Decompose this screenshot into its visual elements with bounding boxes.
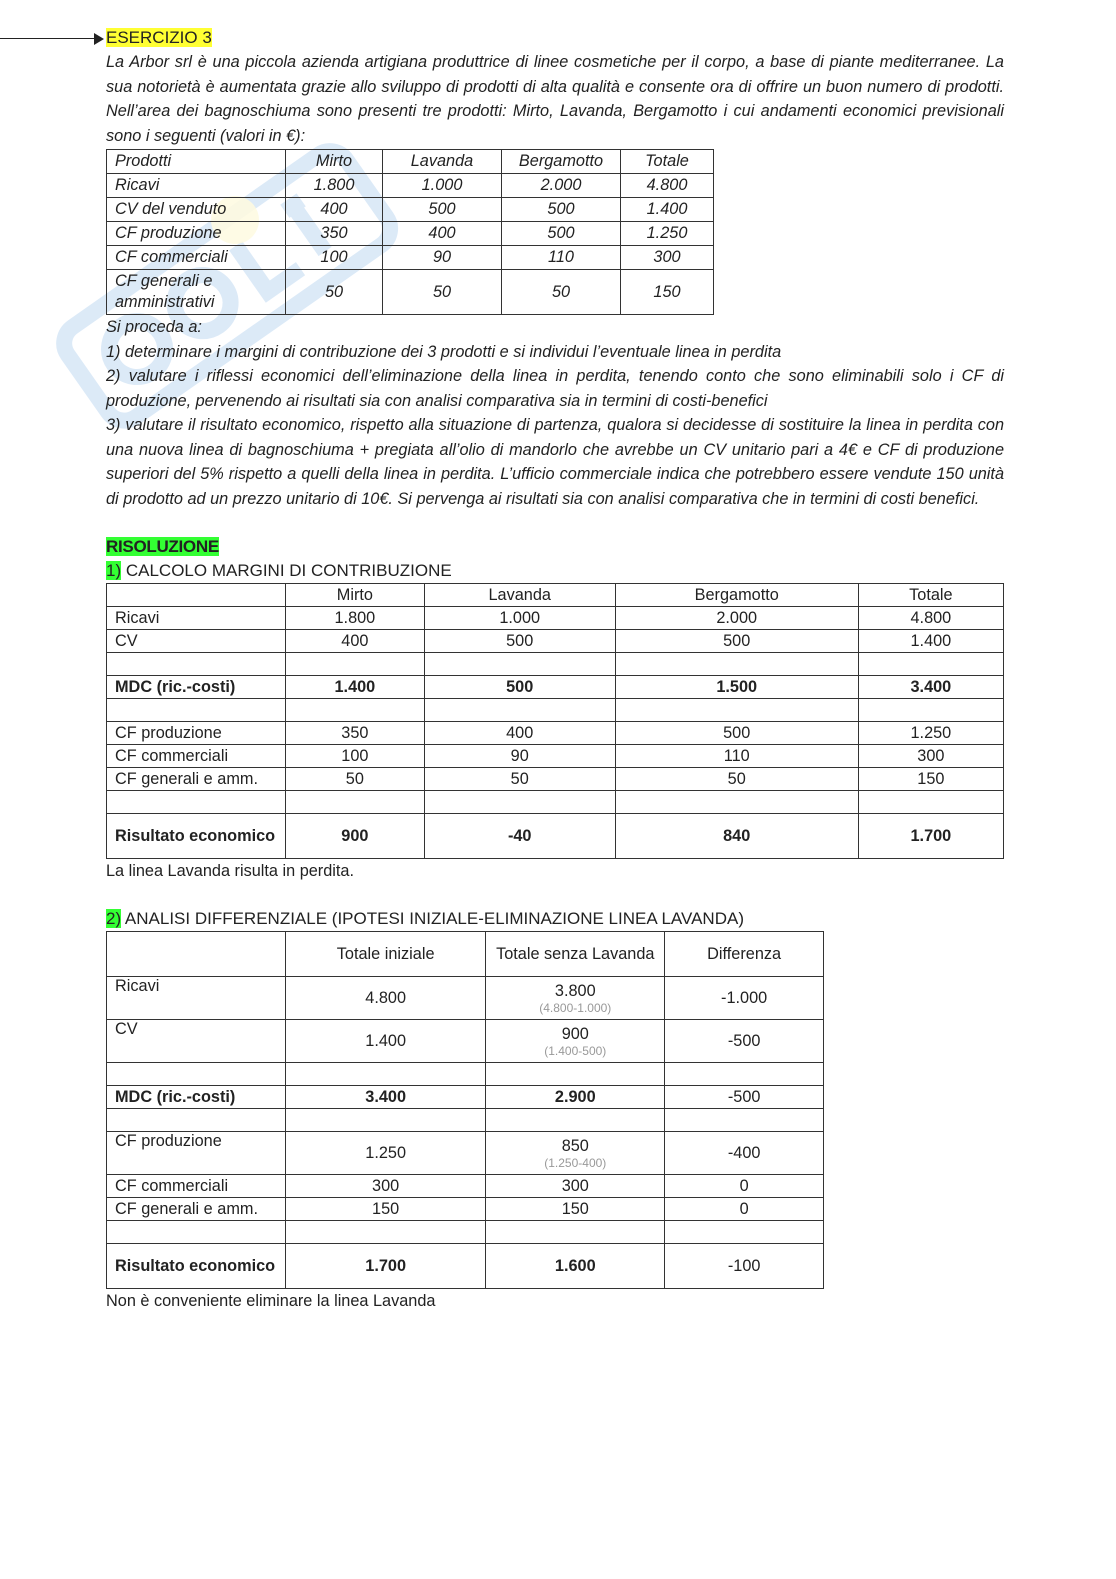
cell: -40 — [424, 814, 615, 859]
cell: 2.000 — [502, 174, 621, 198]
cell: 1.000 — [383, 174, 502, 198]
empty-row — [107, 1063, 824, 1086]
cell: 300 — [858, 745, 1003, 768]
row-label: CF commerciali — [107, 1175, 286, 1198]
table-row — [107, 630, 1004, 653]
empty-row — [107, 1221, 824, 1244]
cell: 150 — [486, 1198, 665, 1221]
table-header-row — [107, 584, 1004, 607]
cell: 1.600 — [486, 1244, 665, 1289]
cell: 50 — [286, 270, 383, 315]
cell: 2.000 — [615, 607, 858, 630]
cell: 1.400 — [286, 1020, 486, 1063]
row-label: CF produzione — [107, 1132, 286, 1175]
row-label: CF commerciali — [107, 246, 286, 270]
cell: 3.400 — [858, 676, 1003, 699]
header-cell — [107, 932, 286, 977]
task-3: 3) valutare il risultato economico, rispetto alla situazione di partenza, qualora si decidesse di sostituire la linea in perdita con una nuova linea di bagnoschiuma + pregiata all’olio di mandorlo che avrebbe un CV unitario pari a 4€ e CF di produzione superiori del 5% rispetto a quelli della linea in perdita. L’ufficio commerciale indica che potrebbero essere vendute 150 unità di prodotto ad un prezzo unitario di 10€. Si pervenga ai risultati sia con analisi comparativa che in termini di costi benefici. — [106, 416, 1004, 508]
task-intro: Si proceda a: — [106, 318, 202, 336]
cell: 900 — [286, 814, 425, 859]
cell: 1.800 — [286, 607, 425, 630]
table-row — [107, 814, 1004, 859]
header-cell: Mirto — [286, 150, 383, 174]
cell: 500 — [615, 722, 858, 745]
empty-row — [107, 1109, 824, 1132]
cell: -500 — [665, 1020, 824, 1063]
cell: 500 — [424, 676, 615, 699]
table-row — [107, 745, 1004, 768]
contribution-margin-table — [106, 583, 1004, 859]
header-cell: Lavanda — [383, 150, 502, 174]
cell: 50 — [615, 768, 858, 791]
cell: 300 — [286, 1175, 486, 1198]
empty-row — [107, 791, 1004, 814]
header-cell: Lavanda — [424, 584, 615, 607]
cell: 1.500 — [615, 676, 858, 699]
cell: 150 — [858, 768, 1003, 791]
calc-note: (4.800-1.000) — [539, 1000, 612, 1015]
cell: 1.700 — [286, 1244, 486, 1289]
cell: 300 — [486, 1175, 665, 1198]
header-cell: Totale — [621, 150, 714, 174]
differential-analysis-table — [106, 931, 824, 1289]
table-row — [107, 174, 714, 198]
margin-arrow-line — [0, 38, 96, 39]
intro-paragraph: La Arbor srl è una piccola azienda artigiana produttrice di linee cosmetiche per il corpo, a base di piante mediterranee. La sua notorietà è aumentata grazie allo sviluppo di prodotti di alta qualità e consente ora di offrire un buon numero di prodotti. Nell’area dei bagnoschiuma sono presenti tre prodotti: Mirto, Lavanda, Bergamotto i cui andamenti economici previsionali sono i seguenti (valori in €): — [106, 53, 1004, 145]
row-label: CF produzione — [107, 722, 286, 745]
table-row — [107, 1198, 824, 1221]
row-label: Risultato economico — [107, 814, 286, 859]
header-cell: Differenza — [665, 932, 824, 977]
margin-arrow-icon — [94, 33, 104, 45]
header-cell: Bergamotto — [502, 150, 621, 174]
row-label: CV — [107, 1020, 286, 1063]
cell: 2.900 — [486, 1086, 665, 1109]
page-content — [106, 26, 1004, 1313]
cell: 100 — [286, 246, 383, 270]
table-row — [107, 722, 1004, 745]
cell: -400 — [665, 1132, 824, 1175]
cell: 0 — [665, 1198, 824, 1221]
row-label: CF generali e amm. — [107, 1198, 286, 1221]
cell: 400 — [286, 630, 425, 653]
table-row — [107, 1020, 824, 1063]
task-1: 1) determinare i margini di contribuzione dei 3 prodotti e si individui l’eventuale linea in perdita — [106, 342, 782, 361]
table-row — [107, 246, 714, 270]
section2-note: Non è conveniente eliminare la linea Lavanda — [106, 1292, 436, 1310]
cell: 350 — [286, 722, 425, 745]
cell: 400 — [286, 198, 383, 222]
table-row — [107, 270, 714, 315]
row-label: CF generali e amm. — [107, 768, 286, 791]
table-row — [107, 1086, 824, 1109]
cell: 3.400 — [286, 1086, 486, 1109]
cell: -100 — [665, 1244, 824, 1289]
cell: 150 — [286, 1198, 486, 1221]
table-row — [107, 1244, 824, 1289]
cell: 50 — [383, 270, 502, 315]
header-cell: Totale senza Lavanda — [486, 932, 665, 977]
cell: 400 — [383, 222, 502, 246]
row-label: Ricavi — [107, 174, 286, 198]
header-cell: Mirto — [286, 584, 425, 607]
cell: 1.700 — [858, 814, 1003, 859]
cell: 0 — [665, 1175, 824, 1198]
cell: 1.250 — [621, 222, 714, 246]
cell: 500 — [615, 630, 858, 653]
row-label: Ricavi — [107, 607, 286, 630]
cell: 4.800 — [621, 174, 714, 198]
cell: 1.800 — [286, 174, 383, 198]
cell: 1.400 — [286, 676, 425, 699]
cell: 500 — [383, 198, 502, 222]
header-cell — [107, 584, 286, 607]
cell: 350 — [286, 222, 383, 246]
section2-number: 2) — [106, 909, 122, 928]
row-label: MDC (ric.-costi) — [107, 1086, 286, 1109]
cell: -500 — [665, 1086, 824, 1109]
cell: 100 — [286, 745, 425, 768]
cell: 3.800 (4.800-1.000) — [486, 977, 665, 1020]
row-label: CV — [107, 630, 286, 653]
section1-number: 1) — [106, 561, 122, 580]
exercise-title: ESERCIZIO 3 — [106, 28, 212, 47]
cell: 1.250 — [858, 722, 1003, 745]
section1-title — [106, 559, 1004, 583]
cell: 500 — [502, 198, 621, 222]
table-row — [107, 1175, 824, 1198]
section1-note: La linea Lavanda risulta in perdita. — [106, 862, 355, 880]
table-row — [107, 676, 1004, 699]
row-label: Ricavi — [107, 977, 286, 1020]
cell: 4.800 — [858, 607, 1003, 630]
cell: 50 — [286, 768, 425, 791]
exercise-intro — [106, 50, 1004, 148]
row-label: CV del venduto — [107, 198, 286, 222]
cell: 90 — [424, 745, 615, 768]
input-data-table — [106, 149, 714, 315]
table-row — [107, 977, 824, 1020]
cell: 1.000 — [424, 607, 615, 630]
table-row — [107, 1132, 824, 1175]
cell: 400 — [424, 722, 615, 745]
table-row — [107, 607, 1004, 630]
header-cell: Bergamotto — [615, 584, 858, 607]
row-label: CF produzione — [107, 222, 286, 246]
cell: 110 — [502, 246, 621, 270]
section2-title-text: ANALISI DIFFERENZIALE (IPOTESI INIZIALE-ELIMINAZIONE LINEA LAVANDA) — [121, 909, 744, 928]
cell: 850 (1.250-400) — [486, 1132, 665, 1175]
header-cell: Totale iniziale — [286, 932, 486, 977]
cell: 840 — [615, 814, 858, 859]
empty-row — [107, 653, 1004, 676]
cell: 90 — [383, 246, 502, 270]
table-row — [107, 768, 1004, 791]
header-cell: Totale — [858, 584, 1003, 607]
task-2: 2) valutare i riflessi economici dell’eliminazione della linea in perdita, tenendo conto che sono eliminabili solo i CF di produzione, pervenendo ai risultati sia con analisi comparativa sia in termini di costi-benefici — [106, 367, 1004, 410]
calc-note: (1.400-500) — [544, 1043, 607, 1058]
row-label: CF generali e amministrativi — [107, 270, 286, 315]
calc-note: (1.250-400) — [544, 1155, 607, 1170]
cell: 500 — [424, 630, 615, 653]
cell: 1.400 — [621, 198, 714, 222]
table-header-row — [107, 150, 714, 174]
cell: 4.800 — [286, 977, 486, 1020]
cell: 110 — [615, 745, 858, 768]
cell: 1.250 — [286, 1132, 486, 1175]
table-header-row — [107, 932, 824, 977]
solution-title: RISOLUZIONE — [106, 537, 219, 556]
table-row — [107, 222, 714, 246]
row-label: MDC (ric.-costi) — [107, 676, 286, 699]
task-list — [106, 315, 1004, 511]
cell: 150 — [621, 270, 714, 315]
cell: 50 — [424, 768, 615, 791]
cell: 300 — [621, 246, 714, 270]
empty-row — [107, 699, 1004, 722]
cell: 900 (1.400-500) — [486, 1020, 665, 1063]
header-cell: Prodotti — [107, 150, 286, 174]
cell: 1.400 — [858, 630, 1003, 653]
cell: -1.000 — [665, 977, 824, 1020]
cell: 50 — [502, 270, 621, 315]
table-row — [107, 198, 714, 222]
section2-title — [106, 907, 1004, 931]
row-label: Risultato economico — [107, 1244, 286, 1289]
cell: 500 — [502, 222, 621, 246]
section1-title-text: CALCOLO MARGINI DI CONTRIBUZIONE — [121, 561, 452, 580]
row-label: CF commerciali — [107, 745, 286, 768]
